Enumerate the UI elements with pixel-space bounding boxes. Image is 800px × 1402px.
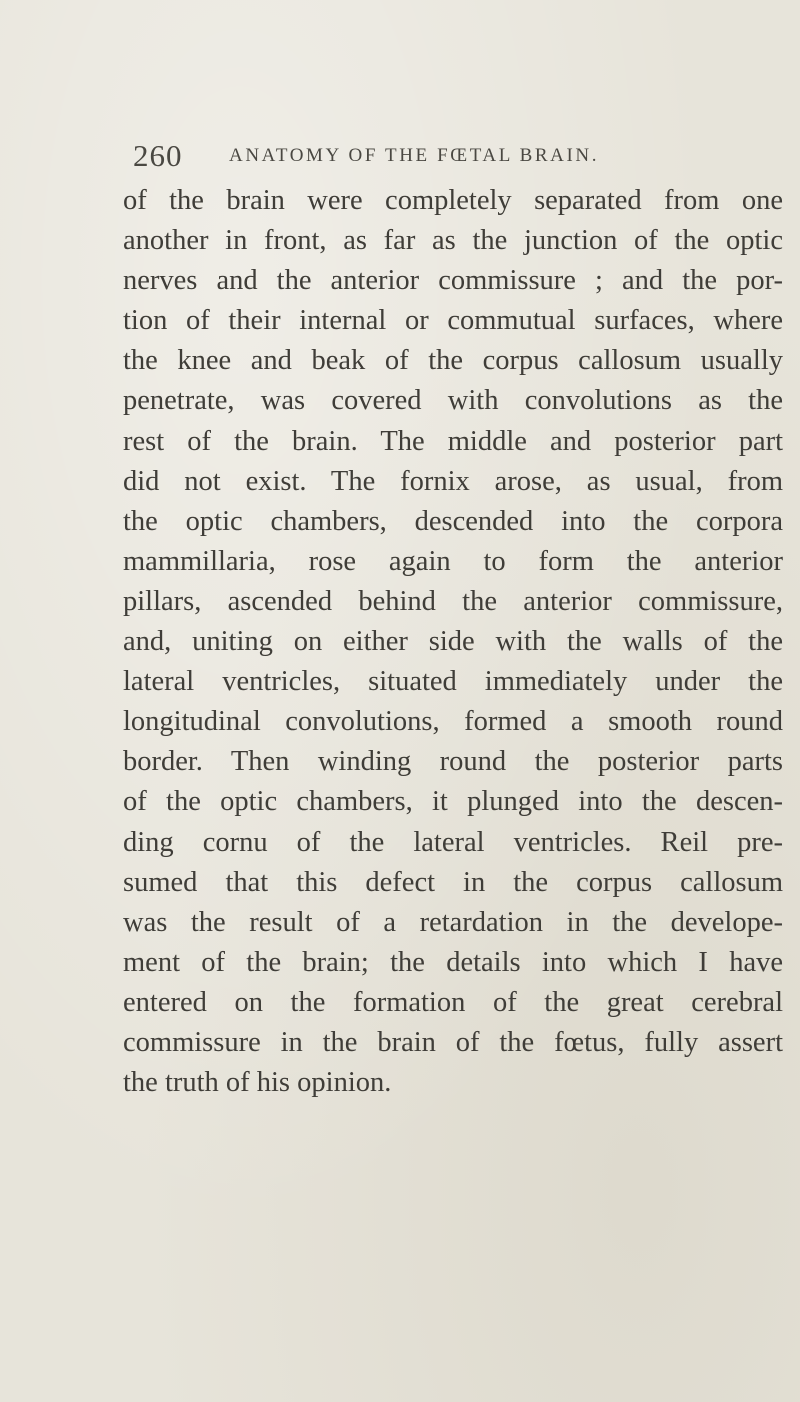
text-line: sumed that this defect in the corpus callosum [123,866,783,898]
text-line: ding cornu of the lateral ventricles. Reil pre- [123,826,783,858]
text-line: of the optic chambers, it plunged into the descen- [123,786,783,818]
text-line: mammillaria, rose again to form the anterior [123,545,783,577]
text-line: the truth of his opinion. [123,1067,392,1099]
text-line: another in front, as far as the junction of the optic [123,225,783,257]
text-line: of the brain were completely separated from one [123,185,783,216]
text-line: the optic chambers, descended into the corpora [123,505,783,537]
page-number: 260 [133,138,183,173]
text-line: longitudinal convolutions, formed a smooth round [123,706,783,738]
text-line: nerves and the anterior commissure ; and the por- [123,265,783,297]
page-header [133,136,733,176]
running-head: ANATOMY OF THE FŒTAL BRAIN. [229,145,600,166]
text-line: border. Then winding round the posterior parts [123,746,783,778]
text-line: ment of the brain; the details into which I have [123,946,783,978]
text-line: tion of their internal or commutual surfaces, where [123,305,783,337]
text-line: penetrate, was covered with convolutions as the [123,385,783,417]
text-line: was the result of a retardation in the develope- [123,906,783,938]
text-line: lateral ventricles, situated immediately under the [123,666,783,698]
text-line: rest of the brain. The middle and posterior part [123,425,783,457]
text-line: entered on the formation of the great cerebral [123,986,783,1018]
body-paragraph [123,181,783,1103]
text-line: did not exist. The fornix arose, as usual, from [123,465,783,497]
text-line: pillars, ascended behind the anterior commissure, [123,585,783,617]
text-line: the knee and beak of the corpus callosum usually [123,345,783,377]
text-line: and, uniting on either side with the walls of the [123,626,783,658]
text-line: commissure in the brain of the fœtus, fully assert [123,1026,783,1058]
